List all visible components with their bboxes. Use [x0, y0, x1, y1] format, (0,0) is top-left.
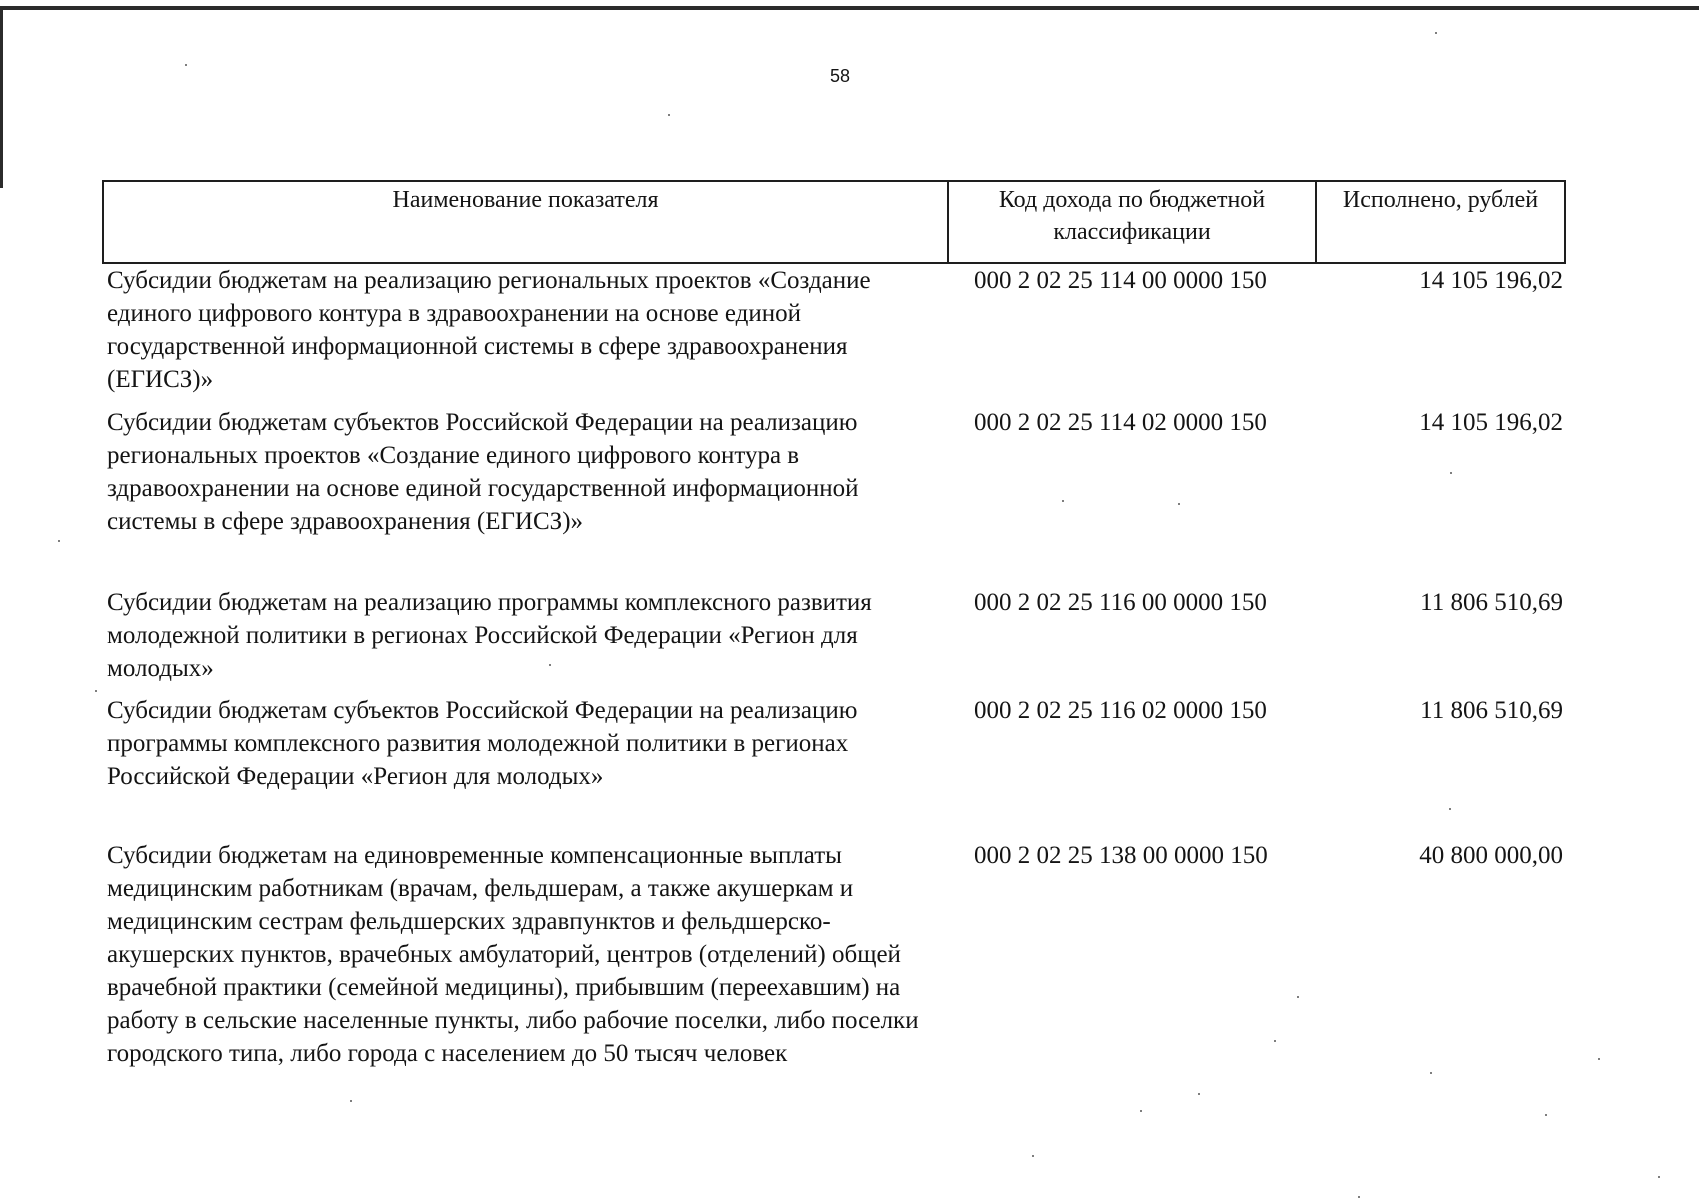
table-header-row	[103, 181, 1565, 263]
row-income-code: 000 2 02 25 138 00 0000 150	[974, 842, 1268, 869]
top-scan-border	[0, 6, 1699, 10]
row-indicator-name: Субсидии бюджетам на реализацию региональных проектов «Создание единого цифрового контура в здравоохранении на основе единой государственной информационной системы в сфере здравоохранения (ЕГИСЗ)»	[107, 267, 871, 393]
table-row	[103, 839, 1565, 1070]
left-scan-border	[0, 8, 3, 188]
table-row	[103, 694, 1565, 839]
row-indicator-name: Субсидии бюджетам на единовременные компенсационные выплаты медицинским работникам (врачам, фельдшерам, а также акушеркам и медицинским сестрам фельдшерских здравпунктов и фельдшерско-акушерских пунктов, врачебных амбулаторий, центров (отделений) общей врачебной практики (семейной медицины), прибывшим (переехавшим) на работу в сельские населенные пункты, либо рабочие поселки, либо поселки городского типа, либо города с населением до 50 тысяч человек	[107, 842, 919, 1067]
row-income-code: 000 2 02 25 114 02 0000 150	[974, 409, 1267, 436]
page-number: 58	[829, 66, 851, 86]
table-row	[103, 263, 1565, 406]
row-executed-amount: 14 105 196,02	[1419, 267, 1563, 294]
row-executed-amount: 40 800 000,00	[1419, 842, 1563, 869]
row-income-code: 000 2 02 25 114 00 0000 150	[974, 267, 1267, 294]
header-income-code: Код дохода по бюджетной классификации	[948, 181, 1316, 263]
header-indicator-name: Наименование показателя	[103, 181, 948, 263]
row-indicator-name: Субсидии бюджетам субъектов Российской Федерации на реализацию региональных проектов «Создание единого цифрового контура в здравоохранении на основе единой государственной информационной системы в сфере здравоохранения (ЕГИСЗ)»	[107, 409, 859, 535]
row-income-code: 000 2 02 25 116 00 0000 150	[974, 589, 1267, 616]
row-executed-amount: 11 806 510,69	[1420, 697, 1563, 724]
header-executed-amount: Исполнено, рублей	[1316, 181, 1565, 263]
row-indicator-name: Субсидии бюджетам на реализацию программы комплексного развития молодежной политики в регионах Российской Федерации «Регион для молодых»	[107, 589, 872, 682]
budget-income-table	[102, 180, 1566, 1070]
table-row	[103, 586, 1565, 694]
row-income-code: 000 2 02 25 116 02 0000 150	[974, 697, 1267, 724]
table-row	[103, 406, 1565, 586]
row-executed-amount: 11 806 510,69	[1420, 589, 1563, 616]
row-executed-amount: 14 105 196,02	[1419, 409, 1563, 436]
row-indicator-name: Субсидии бюджетам субъектов Российской Федерации на реализацию программы комплексного развития молодежной политики в регионах Российской Федерации «Регион для молодых»	[107, 697, 858, 790]
